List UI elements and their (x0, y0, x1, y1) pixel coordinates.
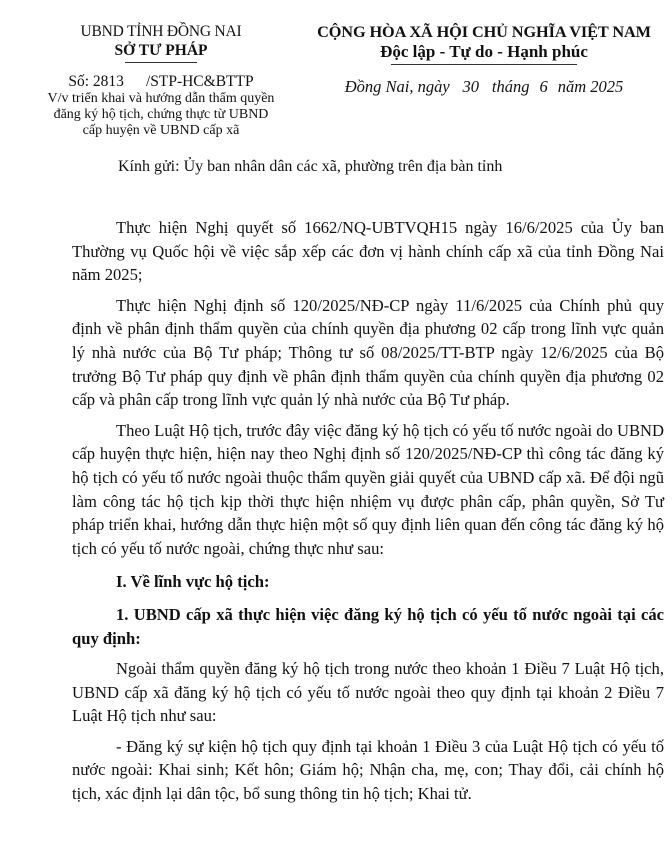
subject-line: cấp huyện về UBND cấp xã (82, 123, 240, 138)
national-header (296, 22, 672, 97)
issuer-block (40, 22, 282, 139)
list-item: - Đăng ký sự kiện hộ tịch quy định tại khoản 1 Điều 3 của Luật Hộ tịch có yếu tố nước ngoài: Khai sinh; Kết hôn; Giám hộ; Nhận cha, mẹ, con; Thay đổi, cải chính hộ tịch, xác định lại dân tộc, bổ sung thông tin hộ tịch; Khai tử. (72, 736, 664, 804)
day: 30 (462, 77, 480, 96)
motto-underline (391, 64, 577, 65)
body-paragraph: Thực hiện Nghị định số 120/2025/NĐ-CP ngày 11/6/2025 của Chính phủ quy định về phân định thẩm quyền của chính quyền địa phương 02 cấp trong lĩnh vực quản lý nhà nước của Bộ Tư pháp; Thông tư số 08/2025/TT-BTP ngày 12/6/2025 của Bộ trưởng Bộ Tư pháp quy định về phân định thẩm quyền của chính quyền địa phương 02 cấp và phân cấp trong lĩnh vực quản lý nhà nước của Bộ Tư pháp. (72, 295, 664, 410)
body-paragraph: Theo Luật Hộ tịch, trước đây việc đăng ký hộ tịch có yếu tố nước ngoài do UBND cấp huyện thực hiện, hiện nay theo Nghị định số 120/2025/NĐ-CP thì công tác đăng ký hộ tịch có yếu tố nước ngoài thuộc thẩm quyền giải quyết của UBND cấp xã. Để đội ngũ làm công tác hộ tịch kịp thời thực hiện nhiệm vụ được phân cấp, phân quyền, Sở Tư pháp triển khai, hướng dẫn thực hiện một số quy định liên quan đến công tác đăng ký hộ tịch có yếu tố nước ngoài, chứng thực như sau: (72, 420, 664, 558)
document-subject (40, 91, 282, 139)
place: Đồng Nai, ngày (344, 77, 450, 96)
subsection-heading: 1. UBND cấp xã thực hiện việc đăng ký hộ tịch có yếu tố nước ngoài tại các quy định: (72, 604, 664, 648)
issuing-department: SỞ TƯ PHÁP (114, 42, 208, 59)
recipient-line: Kính gửi: Ủy ban nhân dân các xã, phường trên địa bàn tỉnh (118, 158, 503, 175)
document-number-suffix: /STP-HC&BTTP (145, 73, 254, 90)
body-paragraph: Thực hiện Nghị quyết số 1662/NQ-UBTVQH15 ngày 16/6/2025 của Ủy ban Thường vụ Quốc hội về việc sắp xếp các đơn vị hành chính cấp xã của tỉnh Đồng Nai năm 2025; (72, 218, 664, 285)
subject-line: V/v triển khai và hướng dẫn thẩm quyền (47, 91, 275, 106)
department-underline (125, 62, 197, 63)
section-heading: I. Về lĩnh vực hộ tịch: (116, 572, 270, 592)
place-date (296, 77, 672, 97)
subject-line: đăng ký hộ tịch, chứng thực từ UBND (53, 107, 269, 122)
document-number (40, 72, 282, 91)
document-number-label: Số: 2813 (68, 73, 124, 90)
month-label: tháng (491, 77, 530, 96)
document-body (72, 216, 664, 813)
body-paragraph: Ngoài thẩm quyền đăng ký hộ tịch trong nước theo khoản 1 Điều 7 Luật Hộ tịch, UBND cấp xã đăng ký hộ tịch có yếu tố nước ngoài theo quy định tại khoản 2 Điều 7 Luật Hộ tịch như sau: (72, 659, 664, 726)
year: năm 2025 (557, 77, 624, 96)
national-motto: Độc lập - Tự do - Hạnh phúc (380, 42, 588, 61)
month: 6 (539, 77, 548, 96)
issuing-agency: UBND TỈNH ĐỒNG NAI (80, 23, 242, 40)
national-title: CỘNG HÒA XÃ HỘI CHỦ NGHĨA VIỆT NAM (317, 22, 651, 41)
